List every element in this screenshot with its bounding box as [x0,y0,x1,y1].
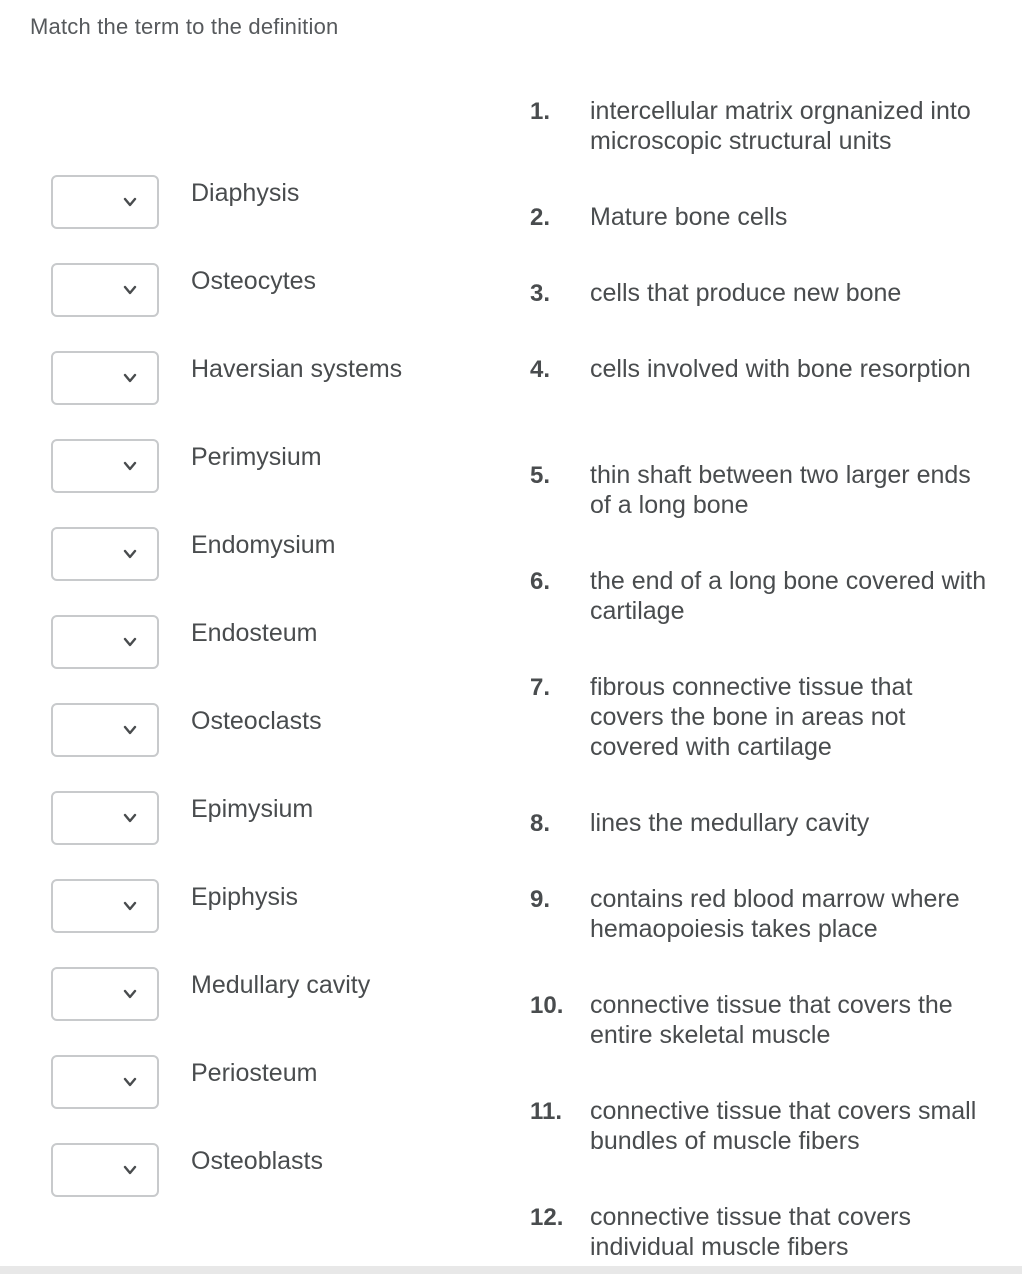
definition-text: connective tissue that covers small bundles of muscle fibers [590,1097,977,1155]
match-select-9[interactable] [51,879,159,933]
term-row [51,703,471,757]
match-select-5[interactable] [51,527,159,581]
bottom-divider [0,1266,1022,1274]
definition-text: the end of a long bone covered with cartilage [590,567,987,625]
term-row [51,615,471,669]
term-row [51,791,471,845]
definition-text: intercellular matrix orgnanized into microscopic structural units [590,97,971,155]
term-label: Osteoblasts [191,1147,324,1175]
match-select-4[interactable] [51,439,159,493]
definition-number: 7. [530,674,551,701]
term-row [51,879,471,933]
definition-number: 10. [530,992,564,1019]
definition-number: 11. [530,1098,563,1125]
term-row [51,351,471,405]
term-label: Haversian systems [191,355,403,383]
definition-number: 12. [530,1204,564,1231]
term-label: Periosteum [191,1059,318,1087]
match-select-10[interactable] [51,967,159,1021]
term-label: Osteoclasts [191,707,322,735]
definition-number: 1. [530,98,551,125]
definition-text: connective tissue that covers individual muscle fibers [590,1203,911,1261]
match-select-3[interactable] [51,351,159,405]
term-label: Medullary cavity [191,971,371,999]
term-row [51,1143,471,1197]
term-row [51,527,471,581]
chevron-down-icon [123,547,137,561]
match-select-11[interactable] [51,1055,159,1109]
definition-number: 2. [530,204,551,231]
match-select-2[interactable] [51,263,159,317]
term-row [51,439,471,493]
chevron-down-icon [123,635,137,649]
match-select-1[interactable] [51,175,159,229]
definition-text: Mature bone cells [590,203,788,231]
definition-text: lines the medullary cavity [590,809,870,837]
term-label: Endomysium [191,531,336,559]
term-label: Epiphysis [191,883,298,911]
chevron-down-icon [123,723,137,737]
term-label: Perimysium [191,443,322,471]
chevron-down-icon [123,1075,137,1089]
term-label: Diaphysis [191,179,300,207]
definition-number: 6. [530,568,551,595]
definition-text: connective tissue that covers the entire skeletal muscle [590,991,953,1049]
definition-text: contains red blood marrow where hemaopoiesis takes place [590,885,960,943]
definition-text: fibrous connective tissue that covers the bone in areas not covered with cartilage [590,673,913,761]
match-select-8[interactable] [51,791,159,845]
definition-number: 4. [530,356,551,383]
chevron-down-icon [123,195,137,209]
term-label: Endosteum [191,619,318,647]
definition-number: 5. [530,462,551,489]
definition-number: 8. [530,810,551,837]
chevron-down-icon [123,371,137,385]
chevron-down-icon [123,283,137,297]
term-row [51,263,471,317]
definition-text: cells that produce new bone [590,279,902,307]
definition-text: thin shaft between two larger ends of a long bone [590,461,971,519]
instruction-text: Match the term to the definition [30,14,339,39]
definition-number: 9. [530,886,551,913]
definition-number: 3. [530,280,551,307]
term-label: Osteocytes [191,267,317,295]
chevron-down-icon [123,1163,137,1177]
chevron-down-icon [123,899,137,913]
match-select-7[interactable] [51,703,159,757]
term-label: Epimysium [191,795,314,823]
term-row [51,967,471,1021]
match-select-12[interactable] [51,1143,159,1197]
definition-text: cells involved with bone resorption [590,355,971,383]
chevron-down-icon [123,459,137,473]
match-select-6[interactable] [51,615,159,669]
term-row [51,175,471,229]
term-row [51,1055,471,1109]
chevron-down-icon [123,811,137,825]
chevron-down-icon [123,987,137,1001]
